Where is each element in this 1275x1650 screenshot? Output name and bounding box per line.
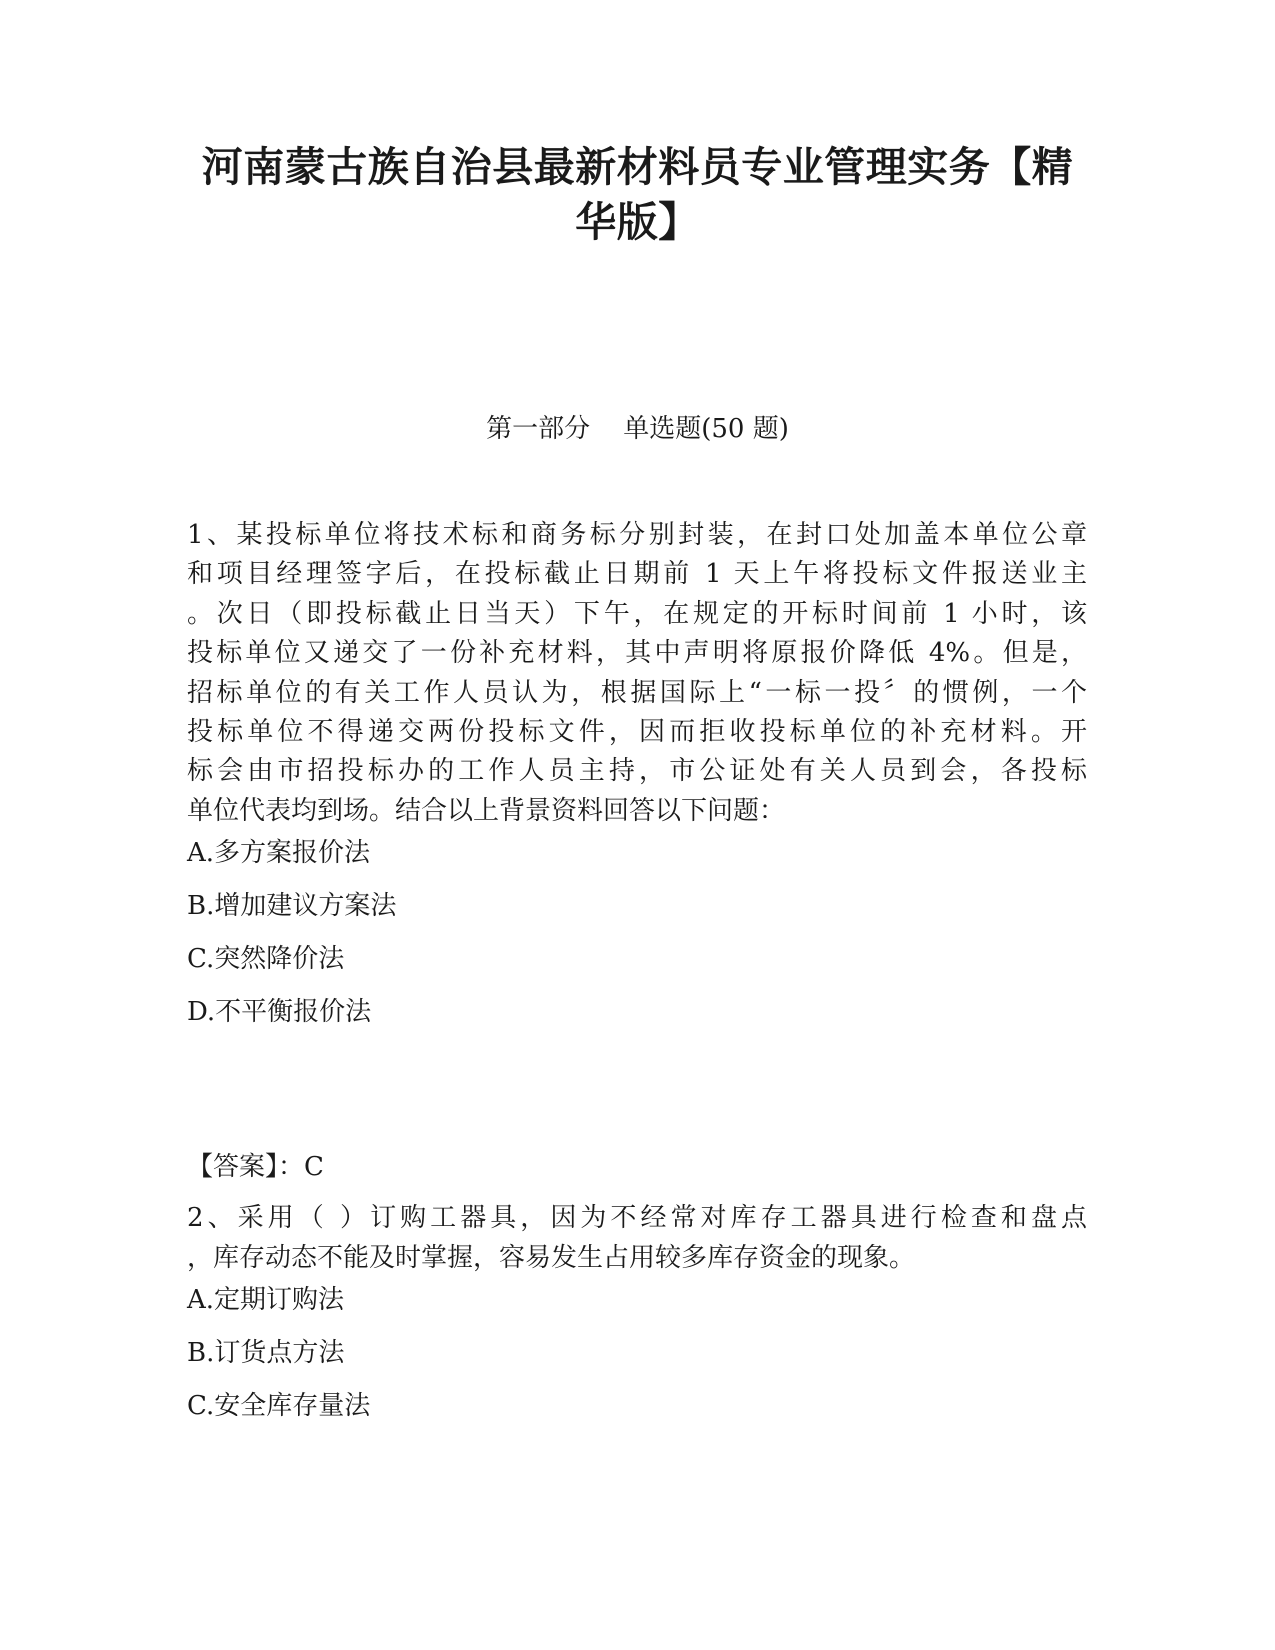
question-1-stem-line: 投标单位不得递交两份投标文件，因而拒收投标单位的补充材料。开 [187, 717, 1087, 748]
question-2-option-b: B.订货点方法 [187, 1338, 345, 1368]
question-1-option-d: D.不平衡报价法 [187, 997, 372, 1027]
question-2-stem-line: 2、采用（ ）订购工器具，因为不经常对库存工器具进行检查和盘点 [187, 1203, 1087, 1233]
section-heading: 第一部分 单选题(50 题) [486, 414, 789, 444]
question-2-stem-line: ，库存动态不能及时掌握，容易发生占用较多库存资金的现象。 [187, 1243, 916, 1273]
question-1-stem-line: 投标单位又递交了一份补充材料，其中声明将原报价降低 4%。但是， [187, 638, 1087, 669]
question-1-stem-line: 单位代表均到场。结合以上背景资料回答以下问题： [187, 795, 786, 826]
document-title [180, 140, 1095, 250]
document-title-line-1: 河南蒙古族自治县最新材料员专业管理实务【精 [201, 143, 1074, 191]
question-1-stem-line: 招标单位的有关工作人员认为，根据国际上“一标一投〞的惯例，一个 [187, 677, 1087, 708]
question-2-option-c: C.安全库存量法 [187, 1391, 371, 1421]
question-1-option-a: A.多方案报价法 [187, 838, 371, 868]
document-title-line-2: 华版】 [575, 198, 700, 246]
question-2-stem [187, 1198, 1087, 1278]
question-1-stem-line: 标会由市招投标办的工作人员主持，市公证处有关人员到会，各投标 [187, 756, 1087, 787]
question-1-option-b: B.增加建议方案法 [187, 891, 397, 921]
question-1-stem-line: 。次日（即投标截止日当天）下午，在规定的开标时间前 1 小时，该 [187, 598, 1087, 629]
question-1-option-c: C.突然降价法 [187, 944, 345, 974]
question-1-stem [187, 516, 1087, 831]
question-1-stem-line: 1、某投标单位将技术标和商务标分别封装，在封口处加盖本单位公章 [187, 520, 1087, 550]
question-1-stem-line: 和项目经理签字后，在投标截止日期前 1 天上午将投标文件报送业主 [187, 559, 1087, 590]
question-1-answer: 【答案】：C [187, 1152, 324, 1182]
question-2-option-a: A.定期订购法 [187, 1285, 345, 1315]
